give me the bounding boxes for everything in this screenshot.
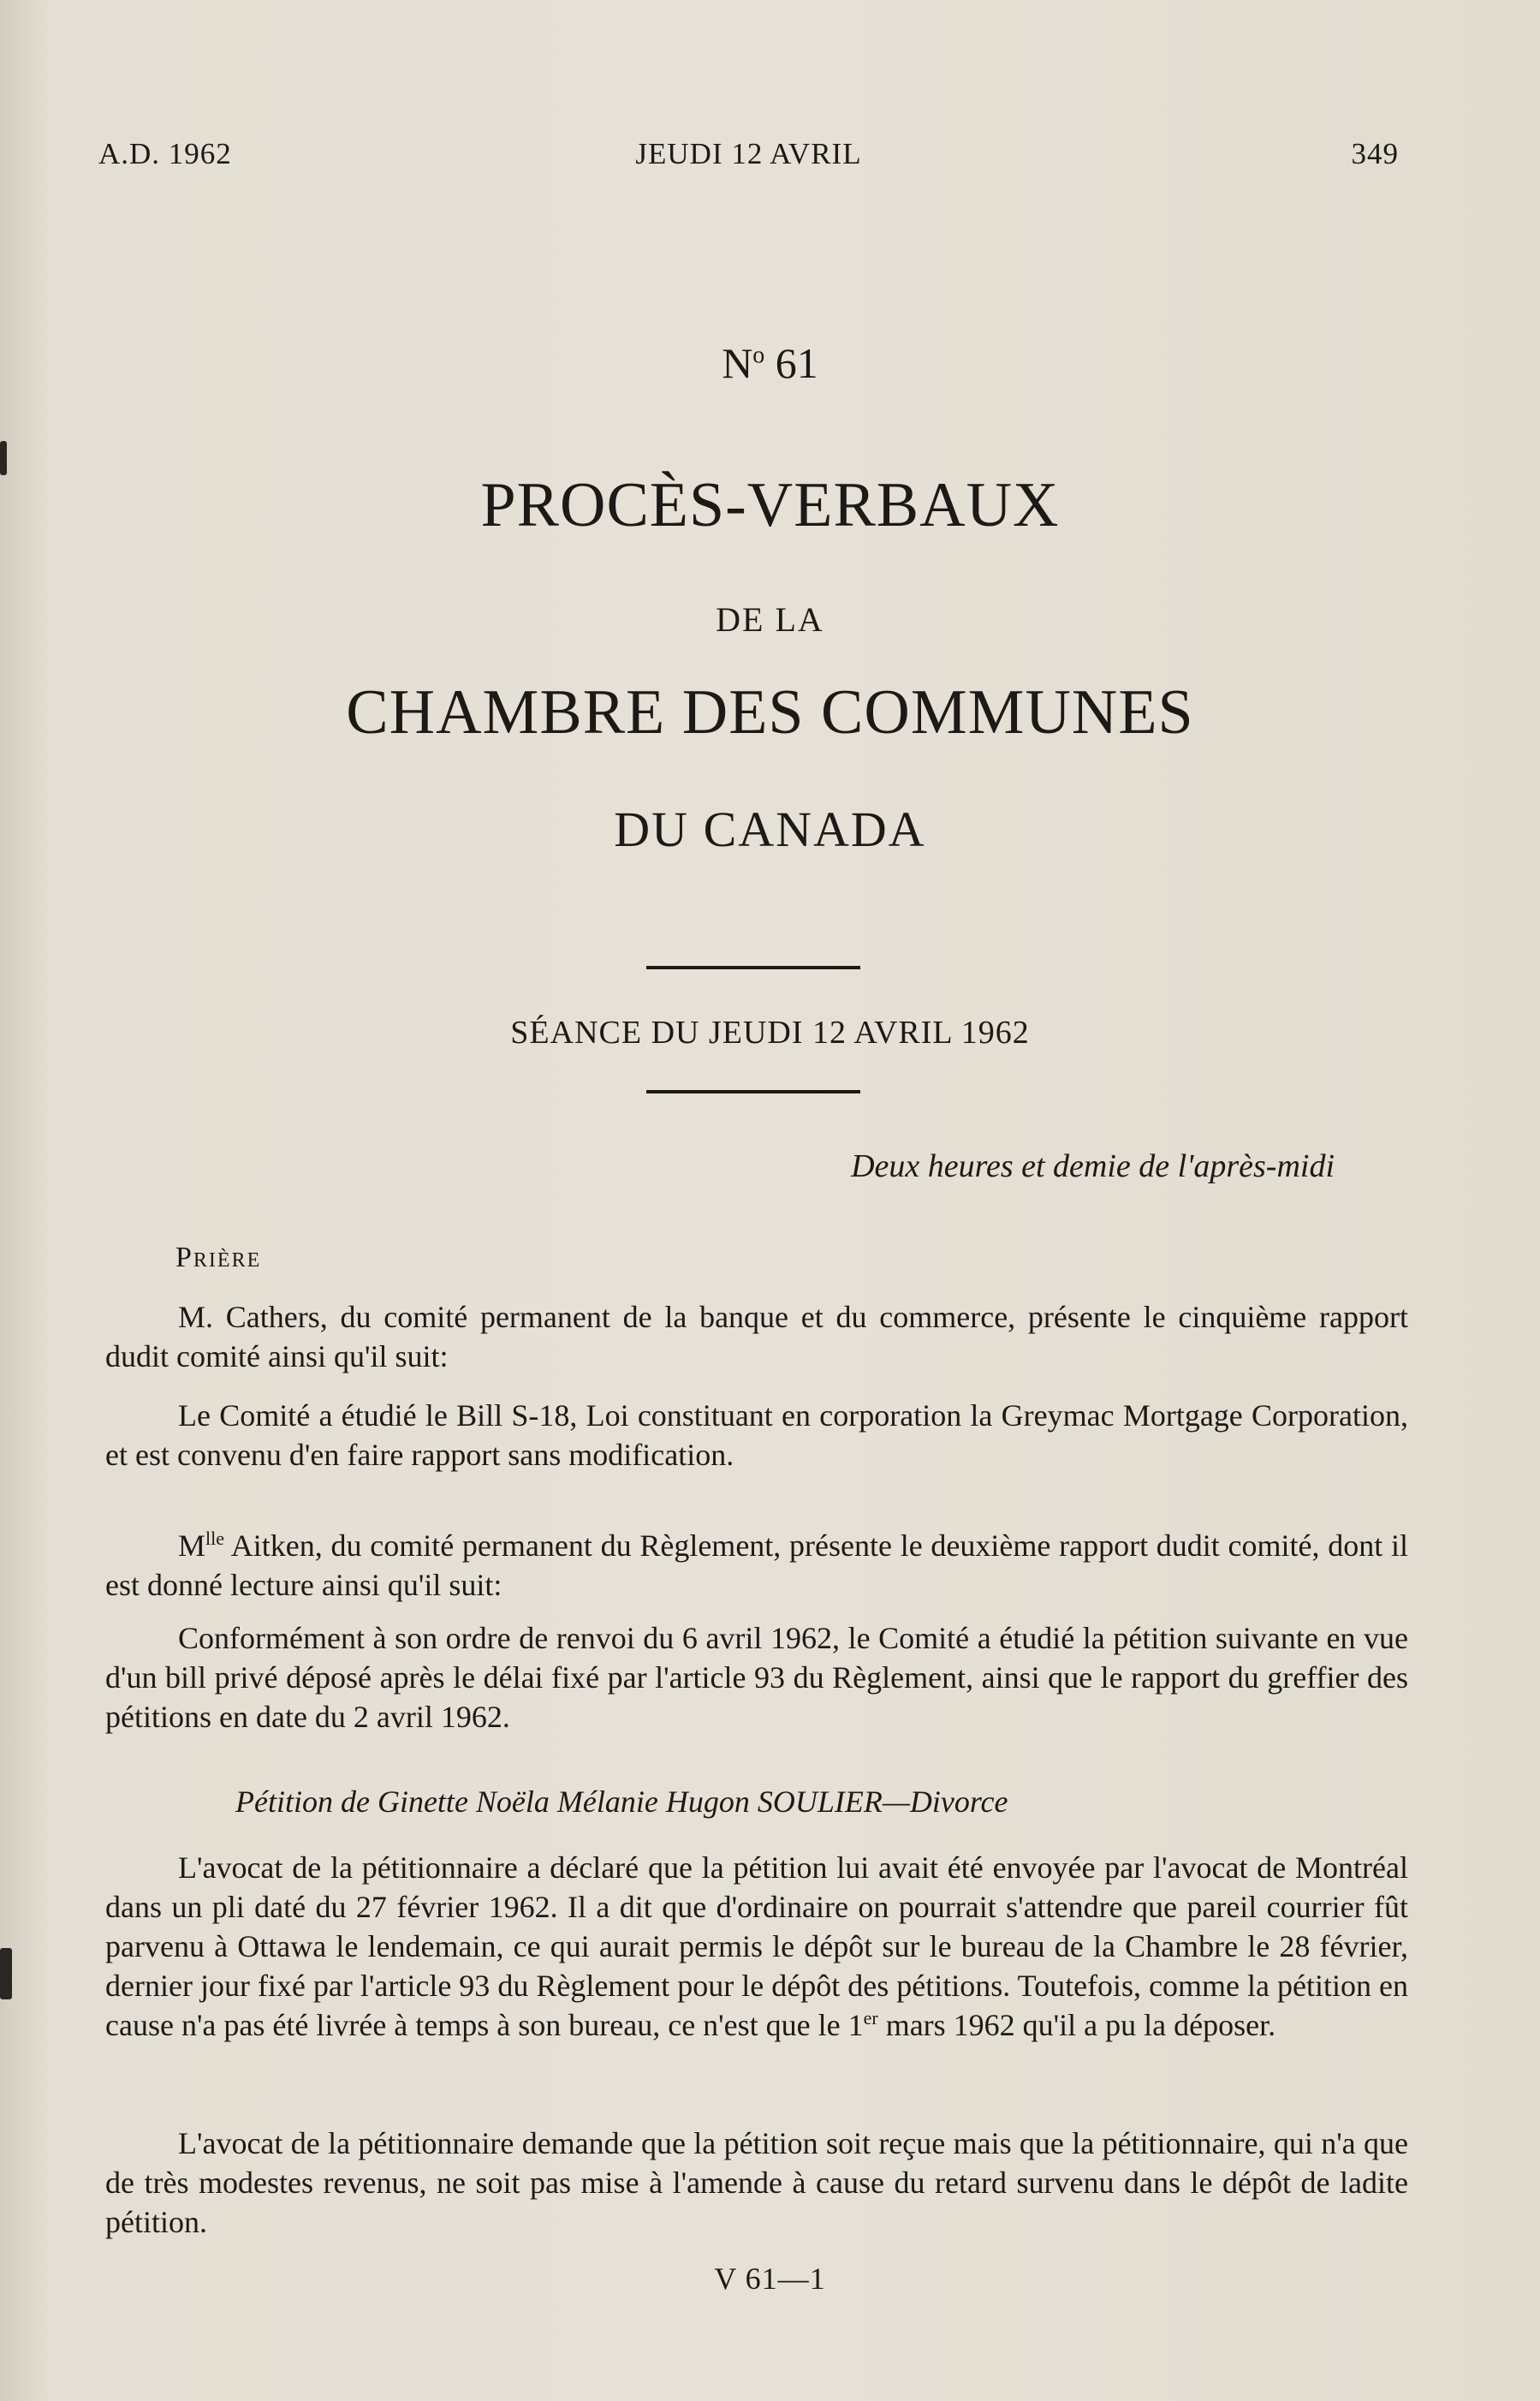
paragraph-bill-s18: Le Comité a étudié le Bill S-18, Loi constituant en corporation la Greymac Mortgage Corporation, et est convenu d'en faire rapport sans modification. bbox=[105, 1398, 1408, 1472]
petition-title: Pétition de Ginette Noëla Mélanie Hugon SOULIER—Divorce bbox=[235, 1784, 1008, 1819]
issue-number: $N^o$ 61 bbox=[722, 339, 818, 387]
page-number: 349 bbox=[1351, 137, 1399, 170]
title-chambre: CHAMBRE DES COMMUNES bbox=[346, 677, 1194, 748]
paragraph-renvoi: Conformément à son ordre de renvoi du 6 avril 1962, le Comité a étudié la pétition suivante en vue d'un bill privé déposé après le délai fixé par l'article 93 du Règlement, ainsi que le rapport du greffier des pétitions en date du 2 avril 1962. bbox=[105, 1621, 1408, 1734]
title-proces-verbaux: PROCÈS-VERBAUX bbox=[480, 470, 1060, 540]
seance-heading: SÉANCE DU JEUDI 12 AVRIL 1962 bbox=[510, 1015, 1030, 1051]
divider-bottom bbox=[646, 1090, 860, 1093]
paragraph-aitken: $M^{lle}$ Aitken, du comité permanent du Règlement, présente le deuxième rapport dudit comité, dont il est donné lecture ainsi qu'il suit: bbox=[105, 1528, 1408, 1602]
paragraph-avocat-1: L'avocat de la pétitionnaire a déclaré que la pétition lui avait été envoyée par l'avocat de Montréal dans un pli daté du 27 février 1962. Il a dit que d'ordinaire on pourrait s'attendre que pareil courrier fût parvenu à Ottawa le lendemain, ce qui aurait permis le dépôt sur le bureau de la Chambre le 28 février, dernier jour fixé par l'article 93 du Règlement pour le dépôt des pétitions. Toutefois, comme la pétition en cause n'a pas été livrée à temps à son bureau, ce n'est que le 1er mars 1962 qu'il a pu la déposer. bbox=[105, 1850, 1408, 2042]
header-date: JEUDI 12 AVRIL bbox=[635, 137, 862, 170]
running-header bbox=[98, 137, 1399, 180]
signature-mark: V 61—1 bbox=[714, 2261, 826, 2296]
title-de-la: DE LA bbox=[716, 600, 824, 639]
paragraph-cathers: M. Cathers, du comité permanent de la banque et du commerce, présente le cinquième rapport dudit comité ainsi qu'il suit: bbox=[105, 1300, 1408, 1373]
session-time: Deux heures et demie de l'après-midi bbox=[851, 1148, 1335, 1184]
binding-mark bbox=[0, 1948, 12, 1999]
priere-heading: Prière bbox=[175, 1242, 262, 1273]
header-year: A.D. 1962 bbox=[98, 137, 232, 170]
paragraph-avocat-2: L'avocat de la pétitionnaire demande que la pétition soit reçue mais que la pétitionnaire, qui n'a que de très modestes revenus, ne soit pas mise à l'amende à cause du retard survenu dans le dépôt de ladite pétition. bbox=[105, 2126, 1408, 2239]
title-canada: DU CANADA bbox=[614, 801, 926, 857]
divider-top bbox=[646, 966, 860, 969]
